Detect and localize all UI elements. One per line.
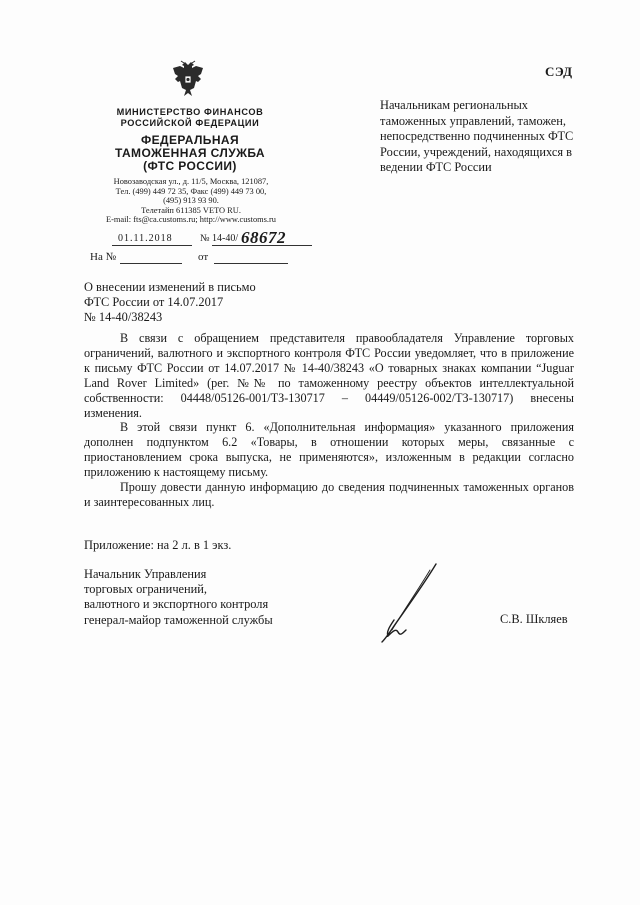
- subject-block: О внесении изменений в письмо ФТС России от 14.07.2017 № 14-40/38243: [84, 280, 256, 325]
- reference-from-label: от: [198, 251, 209, 263]
- teletype-line: Телетайп 611385 VETO RU.: [141, 205, 241, 215]
- ministry-name: МИНИСТЕРСТВО ФИНАНСОВ РОССИЙСКОЙ ФЕДЕРАЦИИ: [116, 107, 264, 128]
- body-paragraph: В этой связи пункт 6. «Дополнительная информация» указанного приложения дополнен подпунктом 6.2 «Товары, в отношении которых меры, связанные с приостановлением срока выпуска, не применяются», изложенным в редакции согласно приложению к настоящему письму.: [84, 420, 574, 480]
- phone-line-2: (495) 913 93 90.: [163, 196, 219, 206]
- reference-label: На №: [90, 251, 117, 263]
- body-paragraph: В связи с обращением представителя правообладателя Управление торговых ограничений, валютного и экспортного контроля ФТС России уведомляет, что в приложение к письму ФТС России от 14.07.2017 № 14-40/38243 «О товарных знаках компании “Juguar Land Rover Limited» (рег. №№ по таможенному реестру объектов интеллектуальной собственности: 04448/05126-001/ТЗ-130717 – 04449/05126-002/ТЗ-130717) внесены изменения.: [84, 331, 574, 420]
- outgoing-date: 01.11.2018: [118, 233, 173, 244]
- attachment-note: Приложение: на 2 л. в 1 экз.: [84, 538, 232, 552]
- service-name: ФЕДЕРАЛЬНАЯ ТАМОЖЕННАЯ СЛУЖБА (ФТС РОССИИ): [115, 133, 265, 173]
- outgoing-number-line: [90, 228, 320, 248]
- signatory-position: Начальник Управления торговых ограничений, валютного и экспортного контроля генерал-майор таможенной службы: [84, 567, 273, 627]
- letter-body: [84, 331, 574, 510]
- address-line: Новозаводская ул., д. 11/5, Москва, 121087,: [113, 177, 269, 186]
- signatory-name: С.В. Шкляев: [500, 612, 568, 626]
- sed-mark: СЭД: [545, 64, 573, 79]
- outgoing-number: № 14-40/: [200, 233, 239, 244]
- body-paragraph: Прошу довести данную информацию до сведения подчиненных таможенных органов и заинтересованных лиц.: [84, 480, 574, 509]
- contact-block: [92, 177, 290, 225]
- outgoing-number-handwritten: 68672: [241, 228, 286, 247]
- handwritten-signature: [372, 560, 444, 646]
- email-line: E-mail: fts@ca.customs.ru; http://www.customs.ru: [106, 215, 276, 225]
- double-headed-eagle-emblem-icon: [170, 60, 206, 100]
- recipient-block: Начальникам региональных таможенных управлений, таможен, непосредственно подчиненных ФТС России, учреждений, находящихся в ведении ФТС России: [380, 98, 574, 175]
- reference-line: [90, 251, 320, 267]
- phone-line: Тел. (499) 449 72 35, Факс (499) 449 73 00,: [115, 186, 267, 196]
